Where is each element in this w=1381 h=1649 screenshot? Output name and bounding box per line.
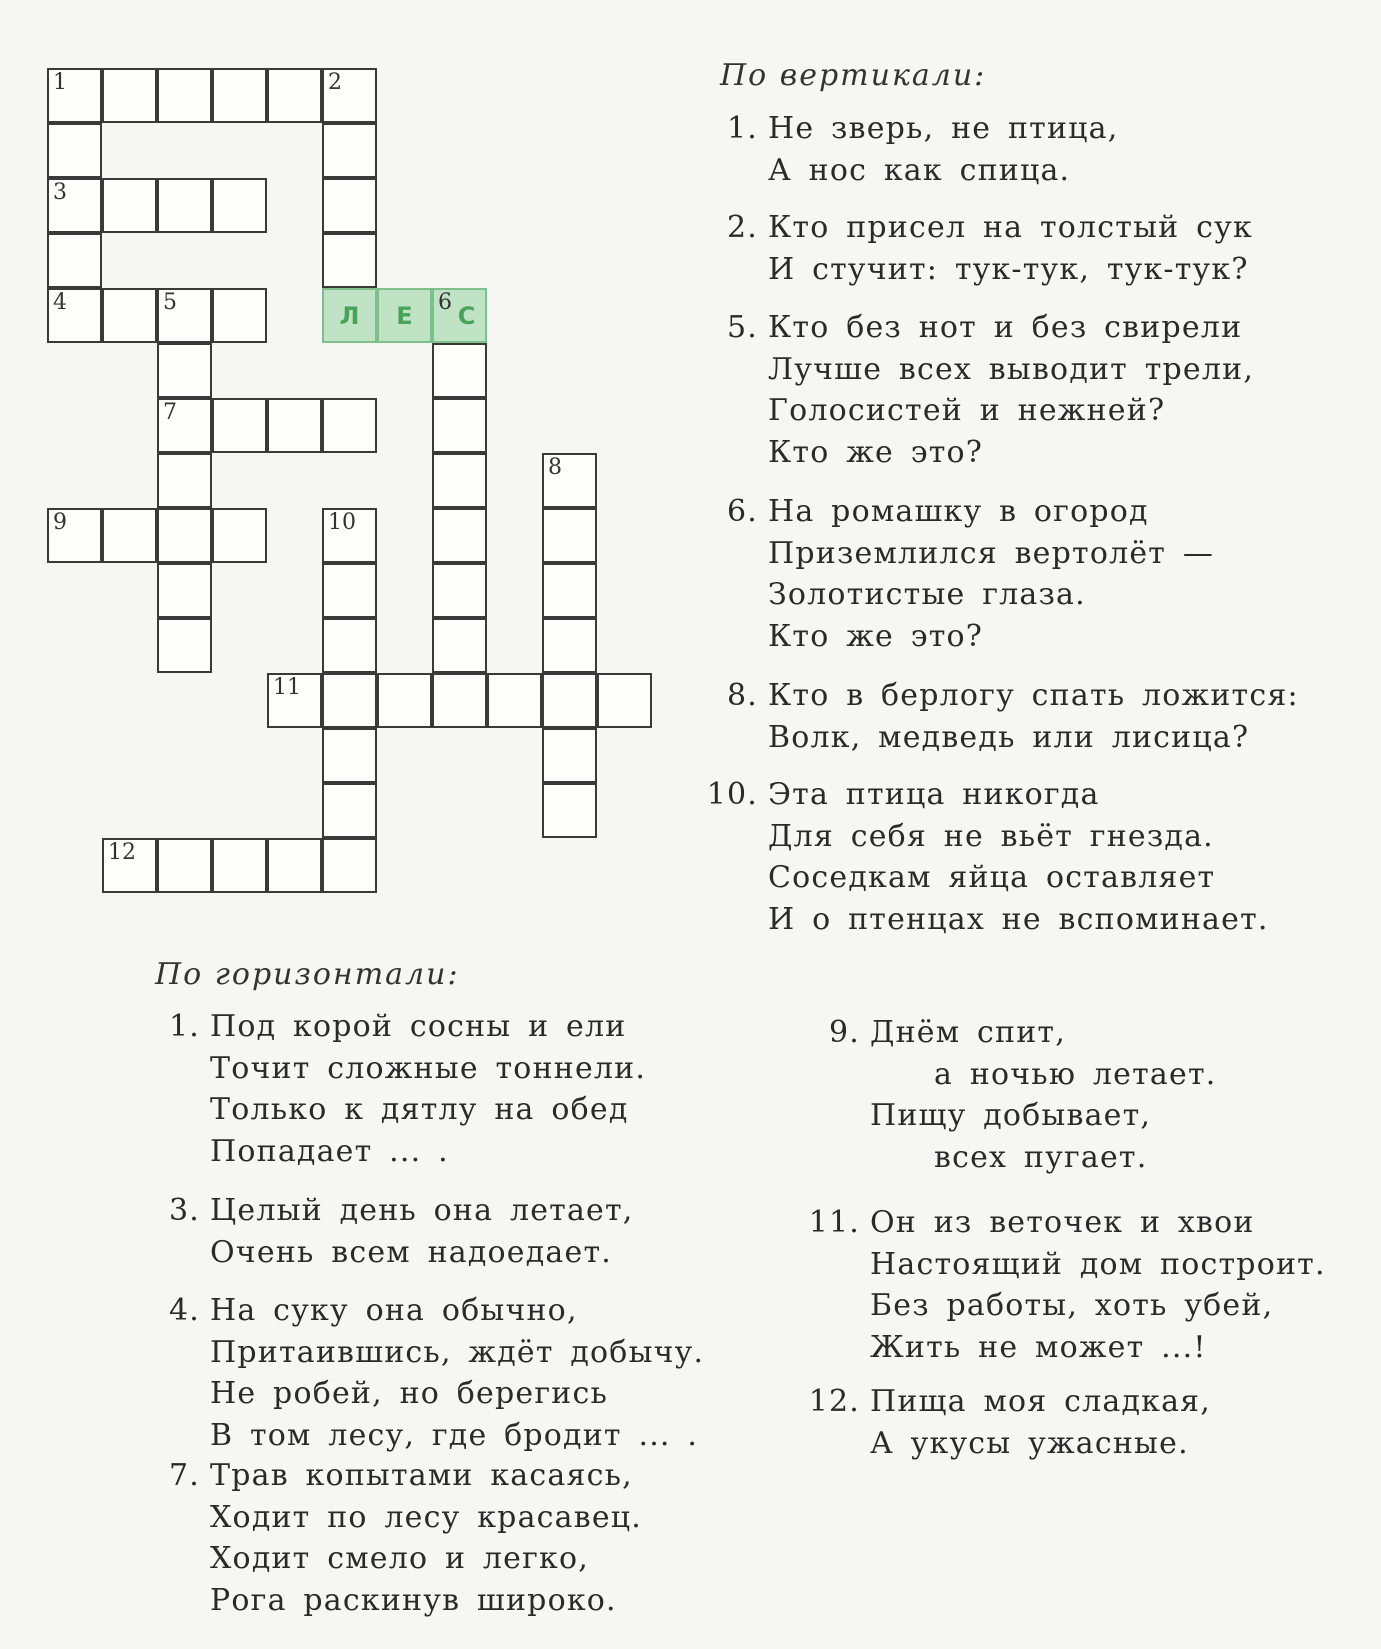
grid-cell [322, 508, 377, 563]
grid-cell [267, 673, 322, 728]
grid-cell [542, 453, 597, 508]
clue-line: Настоящий дом построит. [870, 1246, 1326, 1282]
grid-cell [212, 68, 267, 123]
clue-item [726, 108, 1119, 191]
grid-cell [322, 783, 377, 838]
grid-cell [542, 618, 597, 673]
clue-line: Трав копытами касаясь, [210, 1458, 633, 1493]
grid-cell [487, 673, 542, 728]
grid-cell [212, 838, 267, 893]
clue-line: Он из веточек и хвои [870, 1205, 1255, 1240]
clue-item [808, 1202, 1326, 1368]
cell-number: 12 [108, 840, 136, 865]
clue-item [828, 1012, 1217, 1178]
clue-line: Не зверь, не птица, [768, 111, 1119, 146]
clue-number: 2. [726, 210, 758, 245]
clue-number: 4. [168, 1293, 200, 1328]
clue-line: Ходит смело и легко, [210, 1541, 589, 1576]
grid-cell [322, 123, 377, 178]
clue-line: Пищу добывает, [870, 1098, 1152, 1133]
clue-number: 10. [706, 777, 758, 812]
clue-line: Попадает ... . [210, 1133, 449, 1169]
clue-item [168, 1006, 647, 1172]
clue-number: 9. [828, 1015, 860, 1050]
clue-line: В том лесу, где бродит ... . [210, 1417, 699, 1453]
grid-cell [267, 838, 322, 893]
grid-cell [432, 563, 487, 618]
grid-cell [102, 68, 157, 123]
grid-cell [322, 838, 377, 893]
clue-line: А нос как спица. [768, 152, 1071, 188]
grid-cell [157, 178, 212, 233]
clue-line: На суку она обычно, [210, 1293, 578, 1328]
grid-cell [322, 233, 377, 288]
grid-cell [597, 673, 652, 728]
clue-item [168, 1290, 705, 1456]
grid-cell [47, 288, 102, 343]
grid-cell [322, 398, 377, 453]
grid-cell [322, 178, 377, 233]
grid-cell [542, 563, 597, 618]
grid-cell [377, 288, 432, 343]
grid-cell [322, 288, 377, 343]
clue-number: 1. [726, 111, 758, 146]
grid-cell [322, 563, 377, 618]
clue-line: Не робей, но берегись [210, 1376, 609, 1411]
clue-number: 6. [726, 494, 758, 529]
grid-cell [432, 618, 487, 673]
grid-cell [212, 398, 267, 453]
grid-cell [542, 673, 597, 728]
clue-line: Притаившись, ждёт добычу. [210, 1334, 705, 1370]
clue-line: Кто же это? [768, 434, 984, 470]
clue-item [726, 491, 1215, 657]
grid-cell [432, 673, 487, 728]
cell-number: 7 [163, 400, 177, 425]
grid-cell [322, 618, 377, 673]
clue-number: 1. [168, 1009, 200, 1044]
grid-cell [322, 728, 377, 783]
clue-number: 11. [808, 1205, 860, 1240]
clue-line: Лучше всех выводит трели, [768, 351, 1255, 387]
grid-cell [432, 398, 487, 453]
clue-line: Приземлился вертолёт — [768, 535, 1215, 571]
cell-number: 3 [53, 180, 67, 205]
grid-cell [157, 838, 212, 893]
cell-number: 11 [273, 675, 301, 700]
clue-number: 3. [168, 1193, 200, 1228]
grid-cell [212, 288, 267, 343]
grid-cell [47, 508, 102, 563]
clue-line: Эта птица никогда [768, 777, 1100, 812]
grid-cell [432, 343, 487, 398]
grid-cell [212, 508, 267, 563]
clue-line: На ромашку в огород [768, 494, 1149, 529]
clue-line: Соседкам яйца оставляет [768, 860, 1216, 895]
grid-cell [47, 233, 102, 288]
grid-cell [432, 453, 487, 508]
grid-cell [322, 68, 377, 123]
clue-line: Точит сложные тоннели. [210, 1050, 647, 1086]
grid-cell [157, 618, 212, 673]
clue-item [726, 307, 1255, 473]
grid-cell [377, 673, 432, 728]
clue-line: Кто присел на толстый сук [768, 210, 1253, 245]
cell-number: 1 [53, 70, 67, 95]
horizontal-heading: По горизонтали: [155, 957, 460, 992]
grid-cell [157, 453, 212, 508]
cell-number: 6 [438, 290, 452, 315]
crossword-grid [0, 0, 700, 920]
clue-line: Целый день она летает, [210, 1193, 634, 1228]
cell-letter: Л [339, 302, 360, 330]
cell-number: 9 [53, 510, 67, 535]
grid-cell [542, 783, 597, 838]
grid-cell [157, 288, 212, 343]
grid-cell [212, 178, 267, 233]
cell-letter: Е [396, 302, 413, 330]
clue-item [726, 207, 1253, 290]
grid-cell [267, 68, 322, 123]
clue-item [168, 1190, 634, 1273]
clue-number: 8. [726, 678, 758, 713]
cell-number: 2 [328, 70, 342, 95]
grid-cell [102, 288, 157, 343]
clue-line: А укусы ужасные. [870, 1425, 1189, 1461]
clue-number: 12. [808, 1384, 860, 1419]
clue-item [706, 774, 1269, 940]
grid-cell [102, 178, 157, 233]
clue-line: Кто в берлогу спать ложится: [768, 678, 1299, 713]
clue-line: Рога раскинув широко. [210, 1582, 617, 1618]
clue-number: 7. [168, 1458, 200, 1493]
clue-line: Без работы, хоть убей, [870, 1288, 1274, 1323]
clue-line: Только к дятлу на обед [210, 1092, 629, 1127]
clue-line: Кто без нот и без свирели [768, 310, 1243, 345]
clue-line: а ночью летает. [934, 1056, 1217, 1092]
grid-cell [542, 508, 597, 563]
cell-number: 10 [328, 510, 356, 535]
cell-number: 5 [163, 290, 177, 315]
clue-line: Под корой сосны и ели [210, 1009, 627, 1044]
cell-letter: С [457, 302, 476, 330]
grid-cell [47, 68, 102, 123]
clue-line: Для себя не вьёт гнезда. [768, 818, 1214, 854]
grid-cell [432, 508, 487, 563]
clue-line: Днём спит, [870, 1015, 1066, 1050]
clue-line: всех пугает. [934, 1139, 1148, 1175]
clue-line: Голосистей и нежней? [768, 393, 1166, 428]
grid-cell [102, 508, 157, 563]
grid-cell [157, 563, 212, 618]
clue-line: Золотистые глаза. [768, 577, 1086, 612]
clue-line: Ходит по лесу красавец. [210, 1499, 643, 1535]
clue-line: И стучит: тук-тук, тук-тук? [768, 251, 1249, 287]
grid-cell [102, 838, 157, 893]
cell-number: 4 [53, 290, 67, 315]
clue-line: Волк, медведь или лисица? [768, 719, 1250, 755]
clue-item [168, 1455, 643, 1621]
grid-cell [47, 178, 102, 233]
cell-number: 8 [548, 455, 562, 480]
grid-cell [542, 728, 597, 783]
grid-cell [157, 398, 212, 453]
clue-item [726, 675, 1299, 758]
clue-line: Кто же это? [768, 618, 984, 654]
grid-cell [267, 398, 322, 453]
clue-number: 5. [726, 310, 758, 345]
grid-cell [157, 343, 212, 398]
clue-line: Очень всем надоедает. [210, 1234, 612, 1270]
clue-line: Пища моя сладкая, [870, 1384, 1212, 1419]
grid-cell [432, 288, 487, 343]
clue-item [808, 1381, 1212, 1464]
grid-cell [47, 123, 102, 178]
vertical-heading: По вертикали: [720, 58, 987, 93]
grid-cell [157, 508, 212, 563]
clue-line: Жить не может ...! [870, 1329, 1207, 1365]
grid-cell [157, 68, 212, 123]
clue-line: И о птенцах не вспоминает. [768, 901, 1269, 937]
grid-cell [322, 673, 377, 728]
